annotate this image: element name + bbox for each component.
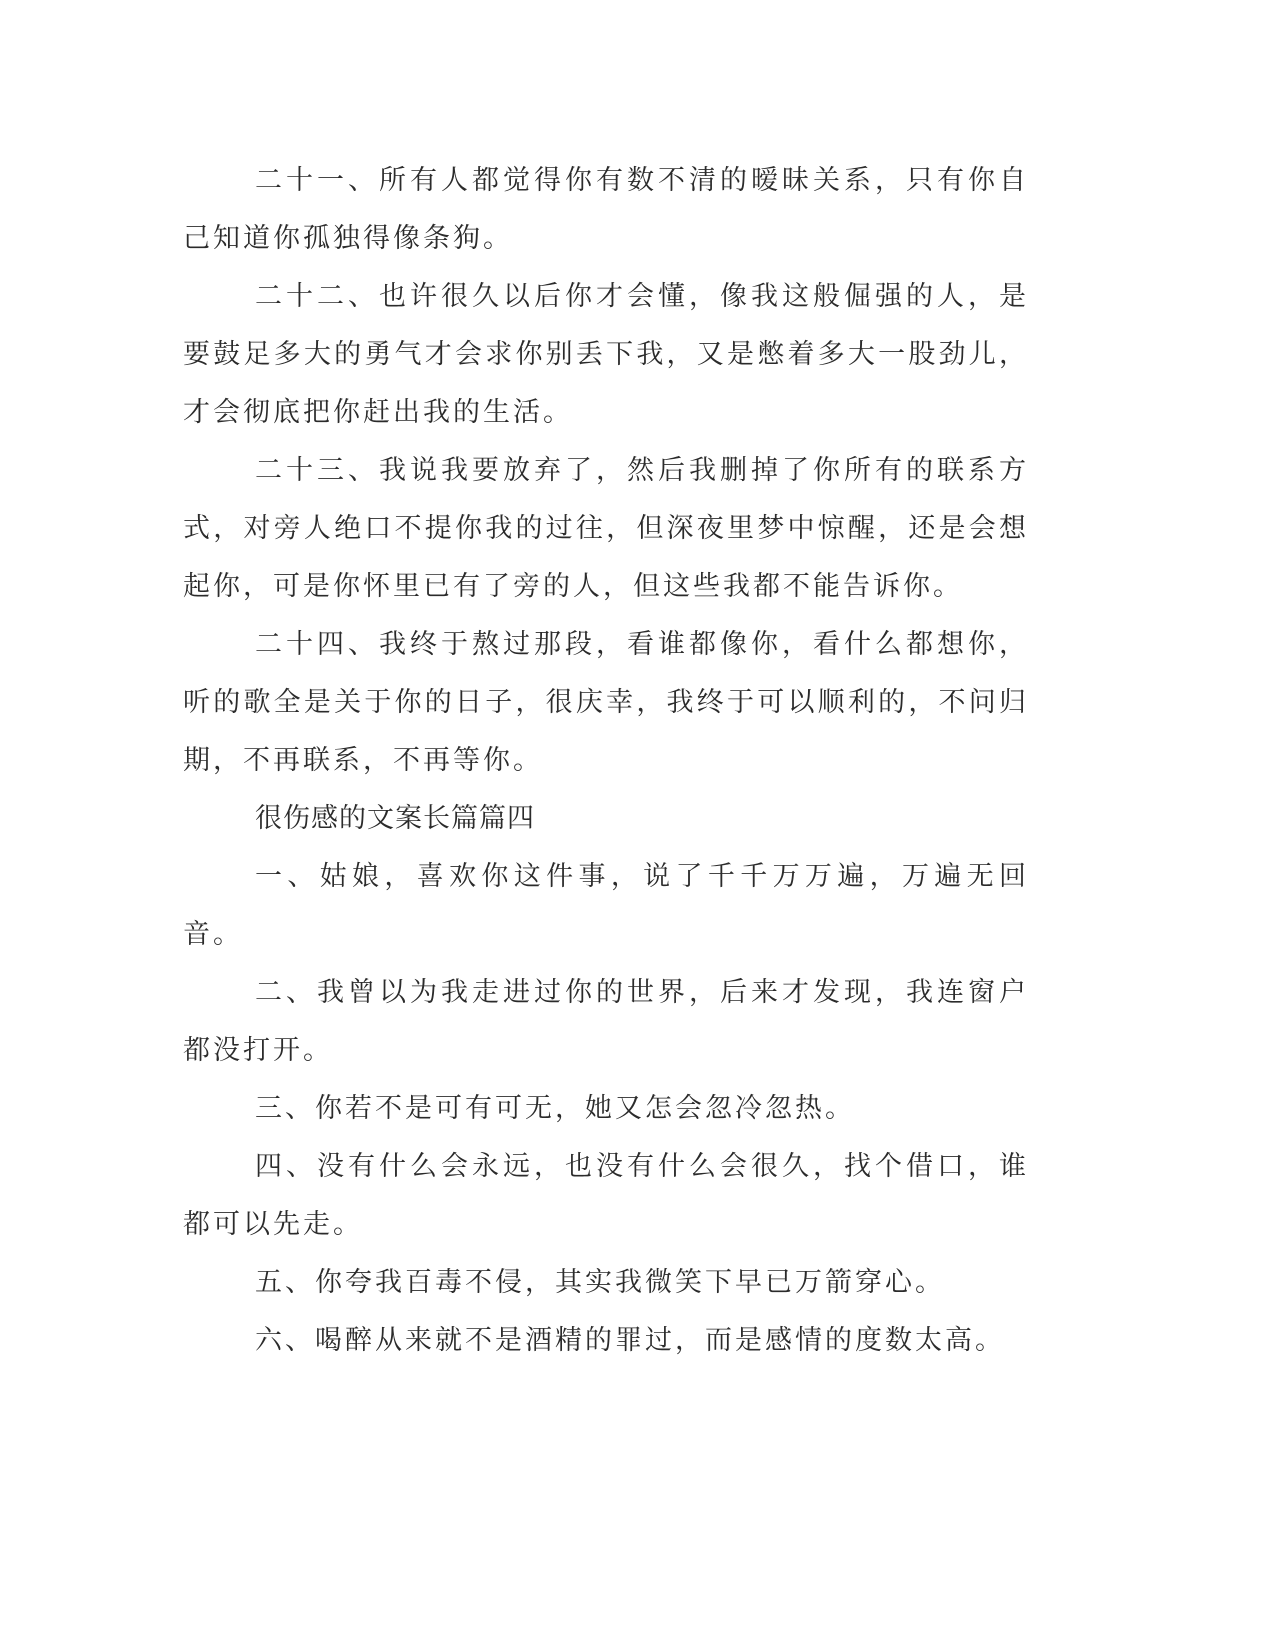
section-paragraph-5: 五、你夸我百毒不侵，其实我微笑下早已万箭穿心。 xyxy=(255,1267,945,1298)
section-paragraph-1: 一、姑娘，喜欢你这件事，说了千千万万遍，万遍无回音。 xyxy=(183,861,1029,950)
paragraph-21: 二十一、所有人都觉得你有数不清的暧昧关系，只有你自己知道你孤独得像条狗。 xyxy=(183,165,1029,254)
section-paragraph-2: 二、我曾以为我走进过你的世界，后来才发现，我连窗户都没打开。 xyxy=(183,977,1029,1066)
paragraph-23: 二十三、我说我要放弃了，然后我删掉了你所有的联系方式，对旁人绝口不提你我的过往，但深夜里梦中惊醒，还是会想起你，可是你怀里已有了旁的人，但这些我都不能告诉你。 xyxy=(183,455,1029,602)
section-paragraph-6: 六、喝醉从来就不是酒精的罪过，而是感情的度数太高。 xyxy=(255,1325,1005,1356)
paragraph-24: 二十四、我终于熬过那段，看谁都像你，看什么都想你，听的歌全是关于你的日子，很庆幸，我终于可以顺利的，不问归期，不再联系，不再等你。 xyxy=(183,629,1029,776)
section-paragraph-3: 三、你若不是可有可无，她又怎会忽冷忽热。 xyxy=(255,1093,855,1124)
section-paragraph-4: 四、没有什么会永远，也没有什么会很久，找个借口，谁都可以先走。 xyxy=(183,1151,1029,1240)
document-body xyxy=(183,152,1029,1370)
paragraph-22: 二十二、也许很久以后你才会懂，像我这般倔强的人，是要鼓足多大的勇气才会求你别丢下我，又是憋着多大一股劲儿，才会彻底把你赶出我的生活。 xyxy=(183,281,1029,428)
section-heading: 很伤感的文案长篇篇四 xyxy=(255,803,535,834)
